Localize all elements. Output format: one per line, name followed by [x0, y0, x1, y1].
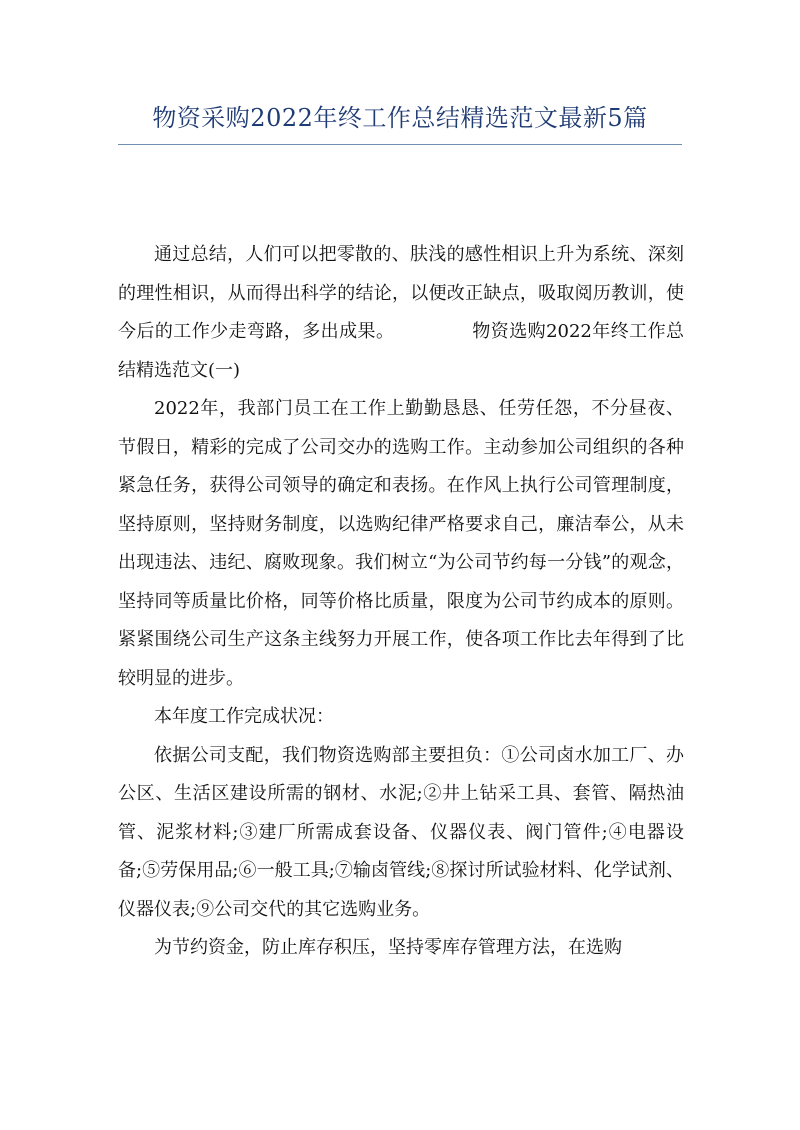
body-paragraph-1: 2022年，我部门员工在工作上勤勤恳恳、任劳任怨，不分昼夜、节假日，精彩的完成了公司交办的选购工作。主动参加公司组织的各种紧急任务，获得公司领导的确定和表扬。在作风上执行公司管理制度，坚持原则，坚持财务制度，以选购纪律严格要求自己，廉洁奉公，从未出现违法、违纪、腐败现象。我们树立“为公司节约每一分钱”的观念，坚持同等质量比价格，同等价格比质量，限度为公司节约成本的原则。紧紧围绕公司生产这条主线努力开展工作，使各项工作比去年得到了比较明显的进步。: [118, 398, 684, 689]
body-paragraph-4: 为节约资金，防止库存积压，坚持零库存管理方法，在选购: [154, 937, 622, 958]
intro-paragraph: [118, 236, 684, 390]
section-heading: 物资选购2022年终工作总结精选范文(一): [118, 321, 685, 381]
document-title: 物资采购2022年终工作总结精选范文最新5篇: [152, 104, 648, 132]
body-paragraph-3: 依据公司支配，我们物资选购部主要担负：①公司卤水加工厂、办公区、生活区建设所需的钢材、水泥;②井上钻采工具、套管、隔热油管、泥浆材料;③建厂所需成套设备、仪器仪表、阀门管件;④电器设备;⑤劳保用品;⑥一般工具;⑦输卤管线;⑧探讨所试验材料、化学试剂、仪器仪表;⑨公司交代的其它选购业务。: [118, 744, 684, 920]
document-body: [118, 236, 684, 968]
body-paragraph-2: 本年度工作完成状况：: [154, 706, 334, 727]
intro-text: 通过总结，人们可以把零散的、肤浅的感性相识上升为系统、深刻的理性相识，从而得出科学的结论，以便改正缺点，吸取阅历教训，使今后的工作少走弯路，多出成果。: [118, 244, 684, 342]
title-divider: [118, 144, 682, 145]
